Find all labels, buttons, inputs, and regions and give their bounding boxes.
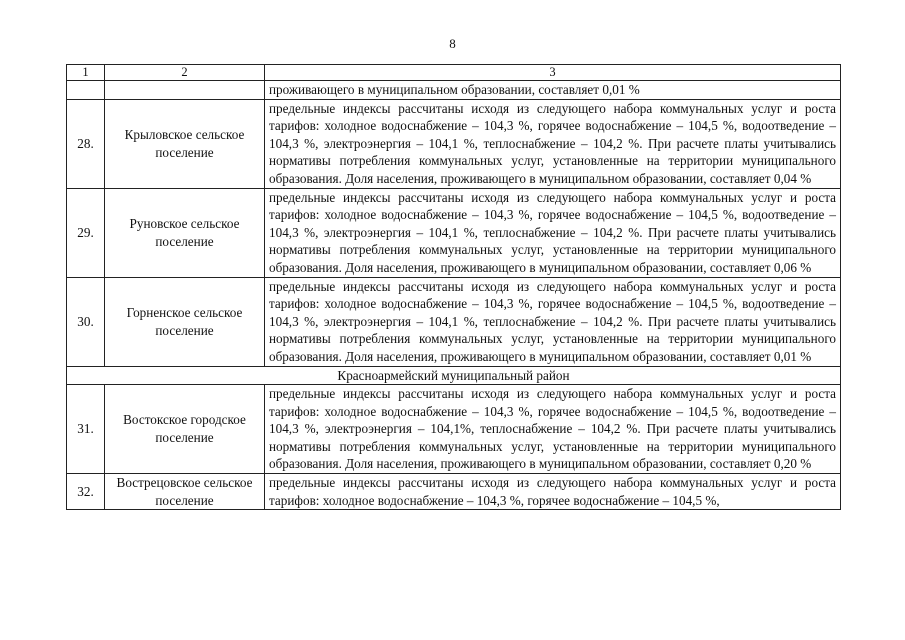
row-number: 28. [67,99,105,188]
column-header-settlement: 2 [105,65,265,81]
settlements-table [66,64,841,510]
continuation-text: проживающего в муниципальном образовании, составляет 0,01 % [265,81,841,100]
table-row [67,188,841,277]
table-header-row [67,65,841,81]
region-row [67,366,841,385]
empty-cell [67,81,105,100]
settlement-name: Крыловское сельское поселение [105,99,265,188]
row-number: 30. [67,277,105,366]
table-row [67,385,841,474]
settlement-name: Горненское сельское поселение [105,277,265,366]
tariff-description: предельные индексы рассчитаны исходя из следующего набора коммунальных услуг и роста тарифов: холодное водоснабжение – 104,3 %, горячее водоснабжение – 104,5 %, водоотведение – 104,3 %, электроэнергия – 104,1%, теплоснабжение – 104,2 %. При расчете платы учитывались нормативы потребления коммунальных услуг, установленные на территории муниципального образования. Доля населения, проживающего в муниципальном образовании, составляет 0,20 % [265,385,841,474]
column-header-number: 1 [67,65,105,81]
table-row [67,277,841,366]
tariff-description: предельные индексы рассчитаны исходя из следующего набора коммунальных услуг и роста тарифов: холодное водоснабжение – 104,3 %, горячее водоснабжение – 104,5 %, водоотведение – 104,3 %, электроэнергия – 104,1 %, теплоснабжение – 104,2 %. При расчете платы учитывались нормативы потребления коммунальных услуг, установленные на территории муниципального образования. Доля населения, проживающего в муниципальном образовании, составляет 0,04 % [265,99,841,188]
empty-cell [105,81,265,100]
tariff-description: предельные индексы рассчитаны исходя из следующего набора коммунальных услуг и роста тарифов: холодное водоснабжение – 104,3 %, горячее водоснабжение – 104,5 %, [265,474,841,510]
settlement-name: Востокское городское поселение [105,385,265,474]
tariff-description: предельные индексы рассчитаны исходя из следующего набора коммунальных услуг и роста тарифов: холодное водоснабжение – 104,3 %, горячее водоснабжение – 104,5 %, водоотведение – 104,3 %, электроэнергия – 104,1 %, теплоснабжение – 104,2 %. При расчете платы учитывались нормативы потребления коммунальных услуг, установленные на территории муниципального образования. Доля населения, проживающего в муниципальном образовании, составляет 0,06 % [265,188,841,277]
row-number: 29. [67,188,105,277]
table-row [67,474,841,510]
row-number: 32. [67,474,105,510]
row-number: 31. [67,385,105,474]
page-number: 8 [449,36,456,51]
table-row [67,99,841,188]
settlement-name: Руновское сельское поселение [105,188,265,277]
continuation-row [67,81,841,100]
tariff-description: предельные индексы рассчитаны исходя из следующего набора коммунальных услуг и роста тарифов: холодное водоснабжение – 104,3 %, горячее водоснабжение – 104,5 %, водоотведение – 104,3 %, электроэнергия – 104,1 %, теплоснабжение – 104,2 %. При расчете платы учитывались нормативы потребления коммунальных услуг, установленные на территории муниципального образования. Доля населения, проживающего в муниципальном образовании, составляет 0,01 % [265,277,841,366]
column-header-description: 3 [265,65,841,81]
region-heading: Красноармейский муниципальный район [67,366,841,385]
settlement-name: Вострецовское сельское поселение [105,474,265,510]
